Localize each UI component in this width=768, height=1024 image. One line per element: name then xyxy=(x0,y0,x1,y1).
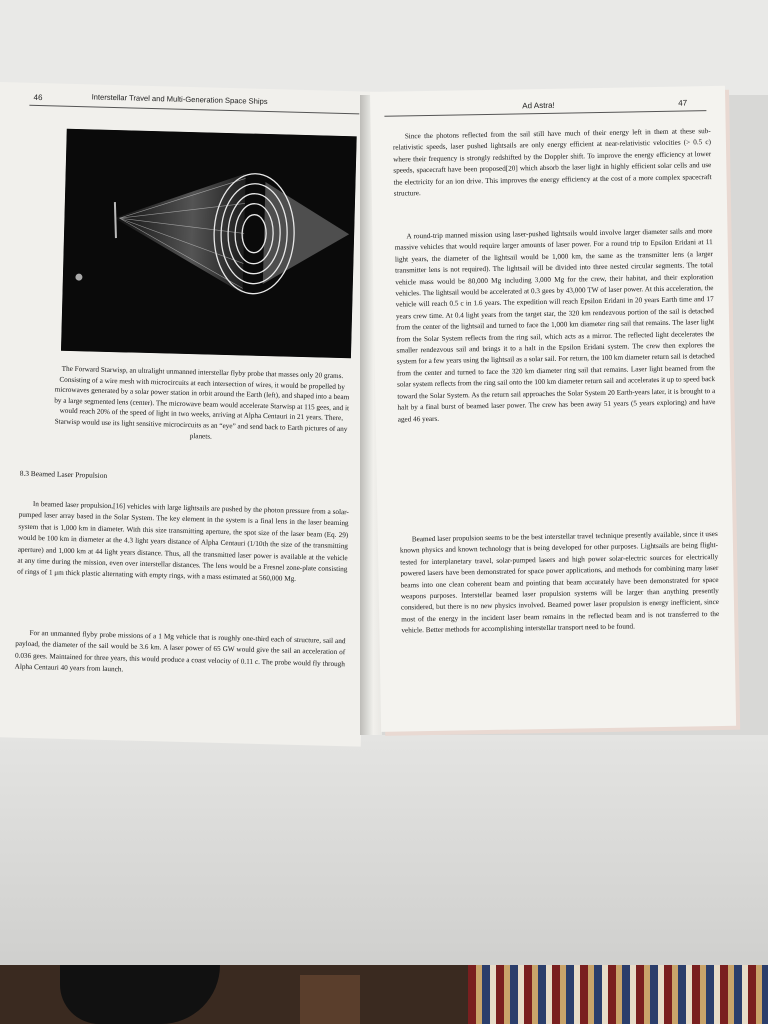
left-paragraph-1: In beamed laser propulsion,[16] vehicles with large lightsails are pushed by the photon pressure from a solar-pumped laser array based in the Solar System. The key element in the system is a final lens in the laser beaming system that is 1,000 km in diameter. With this size transmitting aperture, the spot size of the laser beam (Eq. 29) would be 100 km in diameter at the 4.3 light years distance of Alpha Centauri (1/10th the size of the transmitting aperture) and 1,000 km at 44 light years distance. Thus, all the transmitted laser power is available at the vehicle at any time during the mission, even over interstellar distances. The lens would be a Fresnel zone-plate consisting of rings of 1 μm thick plastic alternating with empty rings, with a mass estimated at 560,000 Mg. xyxy=(17,500,349,584)
wall-background xyxy=(0,0,768,95)
floor-background xyxy=(0,965,768,1024)
figure-caption: The Forward Starwisp, an ultralight unmanned interstellar flyby probe that masses only 20 grams. Consisting of a wire mesh with microcircuits at each intersection of wires, it would be propelled by microwaves generated by a solar power station in orbit around the Earth (left), and shaped into a beam by a large segmented lens (center). The microwave beam would accelerate Starwisp at 115 gees, and it would reach 20% of the speed of light in two weeks, arriving at Alpha Centauri in 21 years. There, Starwisp would use its light sensitive microcircuits as an “eye” and send back to Earth pictures of any planets. xyxy=(54,364,350,441)
left-page xyxy=(0,82,378,747)
header-rule-right xyxy=(384,110,706,117)
right-paragraph-1: Since the photons reflected from the sail still have much of their energy left in them at these sub-relativistic speeds, laser pushed lightsails are only energy efficient at near-relativistic velocities (> 0.5 c) where their frequency is strongly redshifted by the Doppler shift. To improve the energy efficiency at lower speeds, spacecraft have been proposed[20] which absorb the laser light in highly efficient solar cells and use the electricity for an ion drive. This improves the energy efficiency at the cost of a more complex spacecraft structure. xyxy=(392,127,712,198)
right-page xyxy=(370,86,736,732)
section-heading: 8.3 Beamed Laser Propulsion xyxy=(19,468,108,480)
page-number-right: 47 xyxy=(678,98,688,108)
left-paragraph-2: For an unmanned flyby probe missions of a 1 Mg vehicle that is roughly one-third each of structure, sail and payload, the diameter of the sail would be 3.6 km. A laser power of 65 GW would give the sail an acceleration of 0.036 gees. Maintained for three years, this would produce a coast velocity of 0.11 c. The probe would fly through Alpha Centauri 40 years from launch. xyxy=(14,628,346,674)
shoe xyxy=(60,965,220,1024)
tablecloth-background xyxy=(0,735,768,970)
right-paragraph-2: A round-trip manned mission using laser-pushed lightsails would involve larger diameter sails and more massive vehicles that would require larger amounts of laser power. For a round trip to Epsilon Eridani at 11 light years, the diameter of the lightsail would be 1,000 km, the same as the transmitter lens (a larger transmitter lens is not required). The lightsail will be divided into three nested circular segments. The total vehicle mass would be 80,000 Mg including 3,000 Mg for the crew, their habitat, and their exploration vehicles. The lightsail would be accelerated at 0.3 gees by 43,000 TW of laser power. At this acceleration, the vehicle will reach 0.5 c in 1.6 years. The expedition will reach Epsilon Eridani in 20 years Earth time and 17 years crew time. At 0.4 light years from the target star, the 320 km rendezvous portion of the sail is detached from the center of the lightsail and turned to face the 1,000 km diameter ring sail that remains. The laser light from the Solar System reflects from the ring sail, which acts as a mirror. The reflected light decelerates the smaller rendezvous sail and brings it to a halt in the Epsilon Eridani system. The crew then explores the system for a few years using the lightsail as a solar sail. For return, the 100 km diameter return sail is detached from the center and turned to face the 320 km diameter ring sail that remains. Laser light beamed from the solar system reflects from the ring sail onto the 100 km diameter return sail and accelerates it up to speed back toward the Solar System. As the return sail approaches the Solar System 20 Earth-years later, it is brought to a halt by a final burst of beamed laser power. The crew has been away 51 years (5 years exploring) and have aged 46 years. xyxy=(394,227,716,424)
page-number-left: 46 xyxy=(33,92,43,103)
floor-object xyxy=(300,975,360,1024)
header-rule-left xyxy=(29,105,359,115)
rug xyxy=(468,965,768,1024)
running-head-right: Ad Astra! xyxy=(522,100,555,111)
right-paragraph-3: Beamed laser propulsion seems to be the best interstellar travel technique presently available, since it uses known physics and known technology that is being developed for other purposes. Lightsails are being flight-tested for interplanetary travel, solar-pumped lasers and high power solar-electric sources for electrically powered lasers have been demonstrated for space power applications, and methods for combining many laser beams into one clean coherent beam and pointing that beam accurately have been demonstrated for space weapons purposes. Interstellar beamed laser propulsion systems will be larger than anything presently considered, but there is no new physics involved. Beamed power laser propulsion is energy inefficient, since most of the energy in the incident laser beam remains in the reflected beam and is not transferred to the vehicle. Better methods for accomplishing interstellar transport need to be found. xyxy=(399,529,720,635)
starwisp-illustration xyxy=(61,129,357,359)
running-head-left: Interstellar Travel and Multi-Generation Space Ships xyxy=(91,92,268,107)
starwisp-figure xyxy=(61,129,357,359)
